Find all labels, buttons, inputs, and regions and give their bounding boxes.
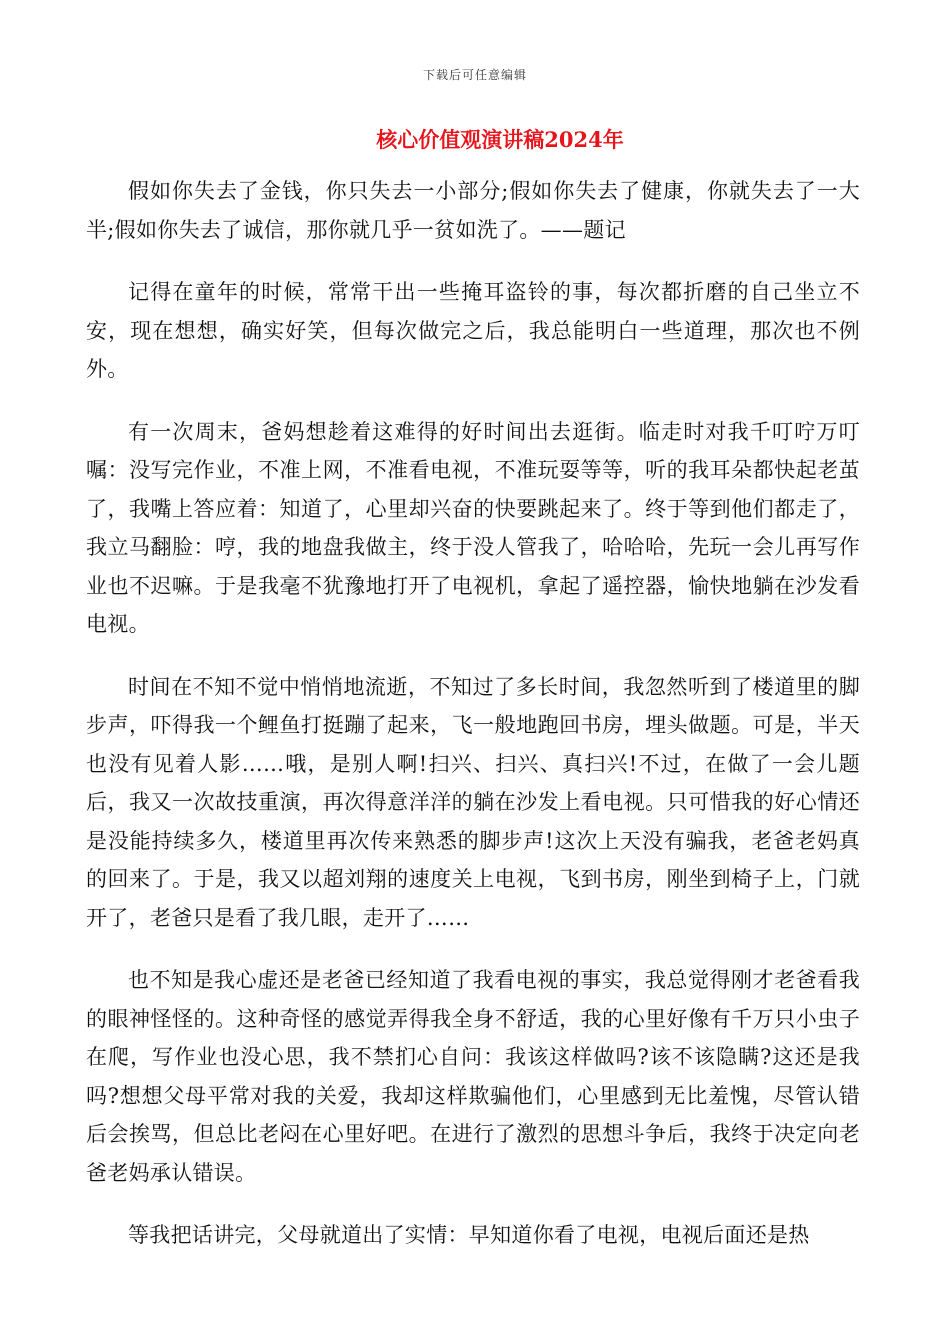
paragraph-epigraph: 假如你失去了金钱，你只失去一小部分;假如你失去了健康，你就失去了一大半;假如你失去了诚信，那你就几乎一贫如洗了。——题记 (86, 179, 860, 242)
paragraph: 有一次周末，爸妈想趁着这难得的好时间出去逛街。临走时对我千叮咛万叮嘱：没写完作业，不准上网，不准看电视，不准玩耍等等，听的我耳朵都快起老茧了，我嘴上答应着：知道了，心里却兴奋的快要跳起来了。终于等到他们都走了，我立马翻脸：哼，我的地盘我做主，终于没人管我了，哈哈哈，先玩一会儿再写作业也不迟嘛。于是我毫不犹豫地打开了电视机，拿起了遥控器，愉快地躺在沙发看电视。 (86, 419, 860, 636)
paragraph: 也不知是我心虚还是老爸已经知道了我看电视的事实，我总觉得刚才老爸看我的眼神怪怪的。这种奇怪的感觉弄得我全身不舒适，我的心里好像有千万只小虫子在爬，写作业也没心思，我不禁扪心自问：我该这样做吗?该不该隐瞒?这还是我吗?想想父母平常对我的关爱，我却这样欺骗他们，心里感到无比羞愧，尽管认错后会挨骂，但总比老闷在心里好吧。在进行了激烈的思想斗争后，我终于决定向老爸老妈承认错误。 (86, 968, 860, 1185)
page-header-note: 下载后可任意编辑 (422, 68, 527, 82)
paragraph: 时间在不知不觉中悄悄地流逝，不知过了多长时间，我忽然听到了楼道里的脚步声，吓得我一个鲤鱼打挺蹦了起来，飞一般地跑回书房，埋头做题。可是，半天也没有见着人影……哦，是别人啊!扫兴、扫兴、真扫兴!不过，在做了一会儿题后，我又一次故技重演，再次得意洋洋的躺在沙发上看电视。只可惜我的好心情还是没能持续多久，楼道里再次传来熟悉的脚步声!这次上天没有骗我，老爸老妈真的回来了。于是，我又以超刘翔的速度关上电视，飞到书房，刚坐到椅子上，门就开了，老爸只是看了我几眼，走开了…… (86, 674, 860, 930)
document-body (86, 172, 860, 1279)
document-title: 核心价值观演讲稿2024年 (376, 127, 624, 152)
paragraph: 记得在童年的时候，常常干出一些掩耳盗铃的事，每次都折磨的自己坐立不安，现在想想，确实好笑，但每次做完之后，我总能明白一些道理，那次也不例外。 (86, 280, 860, 381)
paragraph: 等我把话讲完，父母就道出了实情：早知道你看了电视，电视后面还是热 (128, 1223, 810, 1247)
